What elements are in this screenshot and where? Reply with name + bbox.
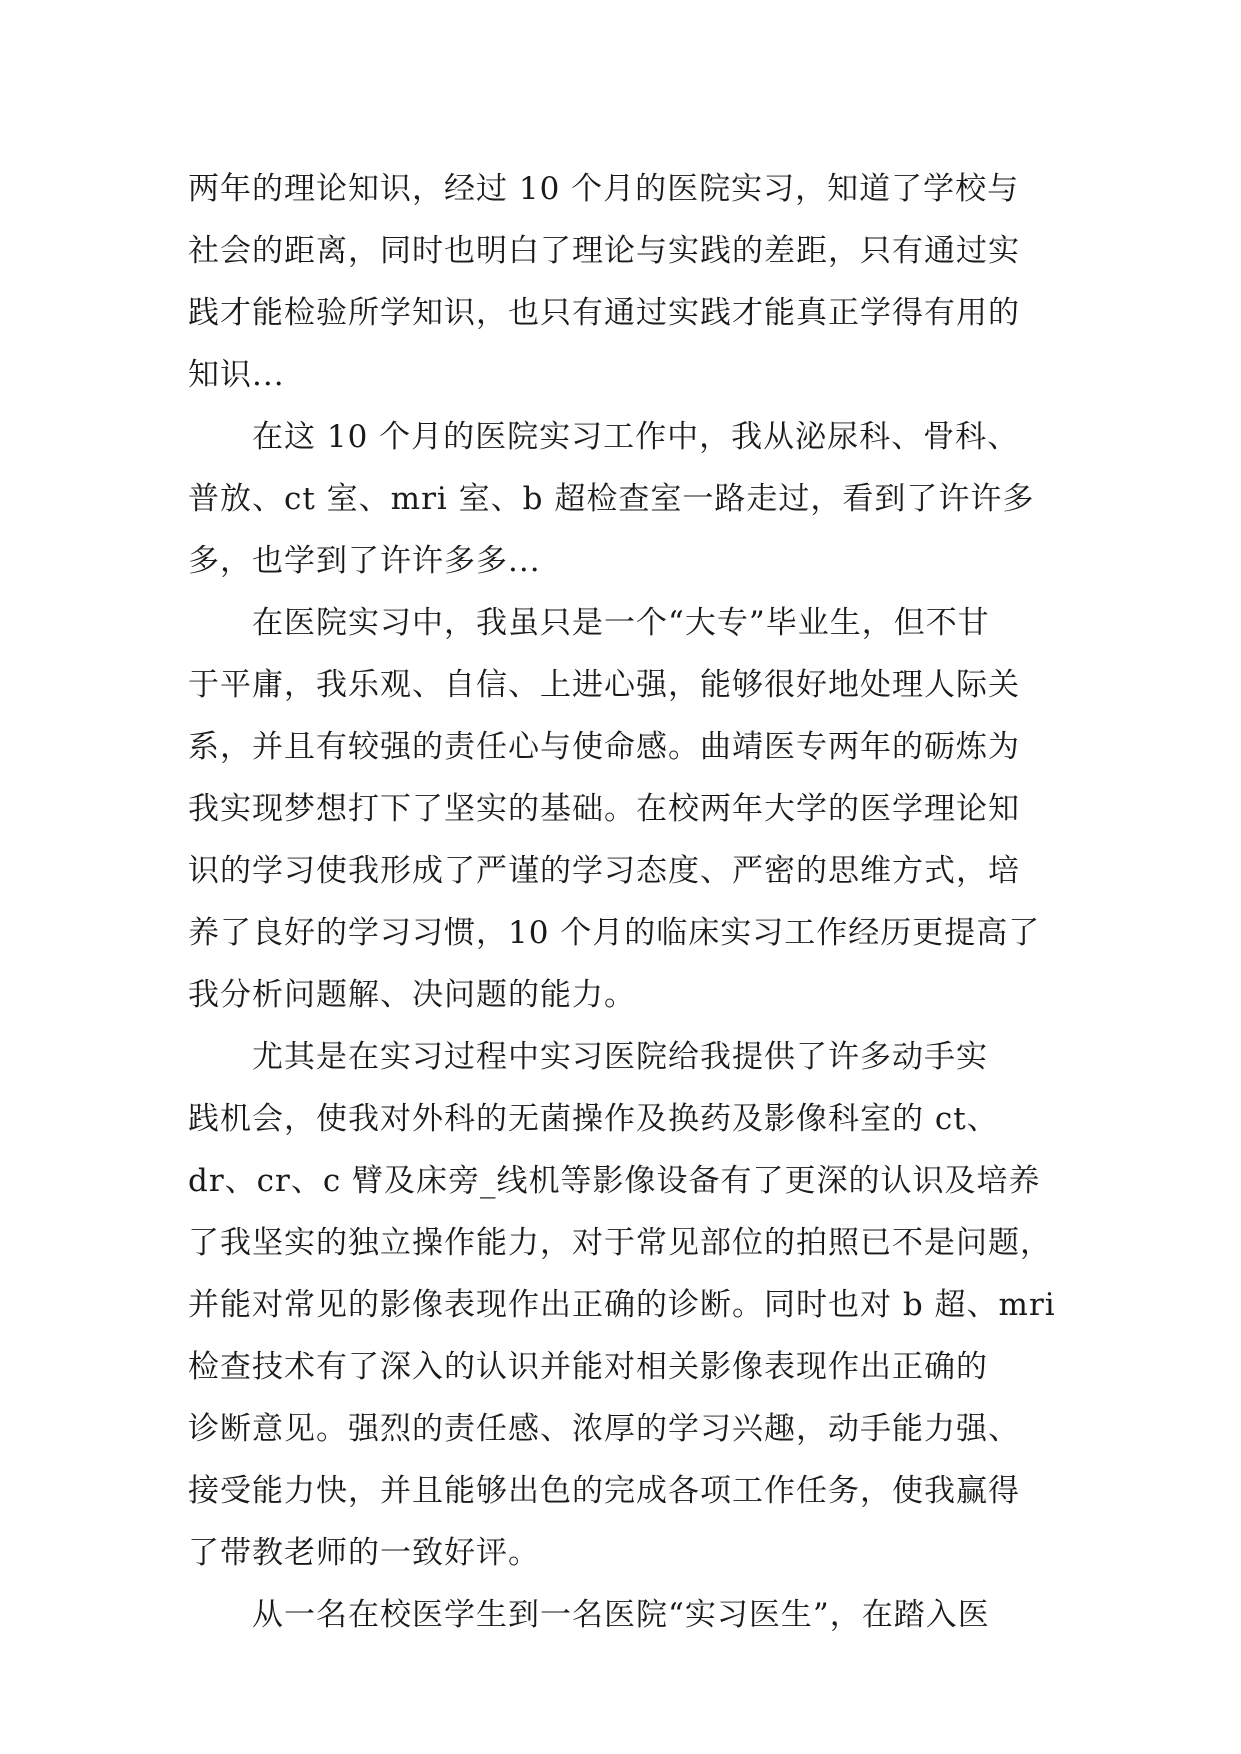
text-line: 我分析问题解、决问题的能力。 <box>188 977 636 1013</box>
text-line: 践机会，使我对外科的无菌操作及换药及影像科室的 ct、 <box>188 1101 999 1137</box>
text-line: 普放、ct 室、mri 室、b 超检查室一路走过，看到了许许多 <box>188 481 1035 517</box>
text-line: dr、cr、c 臂及床旁_线机等影像设备有了更深的认识及培养 <box>188 1163 1041 1199</box>
paragraph-first-line: 在医院实习中，我虽只是一个“大专”毕业生，但不甘 <box>252 605 990 641</box>
paragraph-first-line: 在这 10 个月的医院实习工作中，我从泌尿科、骨科、 <box>252 419 1020 455</box>
text-line: 识的学习使我形成了严谨的学习态度、严密的思维方式，培 <box>188 853 1020 889</box>
text-line: 多，也学到了许许多多... <box>188 543 541 579</box>
text-line: 知识... <box>188 357 285 393</box>
text-line: 践才能检验所学知识，也只有通过实践才能真正学得有用的 <box>188 295 1020 331</box>
text-line: 并能对常见的影像表现作出正确的诊断。同时也对 b 超、mri <box>188 1287 1056 1323</box>
document-body <box>188 158 1058 1646</box>
text-line: 于平庸，我乐观、自信、上进心强，能够很好地处理人际关 <box>188 667 1020 703</box>
text-line: 养了良好的学习习惯，10 个月的临床实习工作经历更提高了 <box>188 915 1041 951</box>
text-line: 诊断意见。强烈的责任感、浓厚的学习兴趣，动手能力强、 <box>188 1411 1020 1447</box>
text-line: 了我坚实的独立操作能力，对于常见部位的拍照已不是问题， <box>188 1225 1052 1261</box>
text-line: 系，并且有较强的责任心与使命感。曲靖医专两年的砺炼为 <box>188 729 1020 765</box>
paragraph-first-line: 从一名在校医学生到一名医院“实习医生”，在踏入医 <box>252 1597 990 1633</box>
text-line: 我实现梦想打下了坚实的基础。在校两年大学的医学理论知 <box>188 791 1020 827</box>
text-line: 两年的理论知识，经过 10 个月的医院实习，知道了学校与 <box>188 171 1020 207</box>
text-line: 接受能力快，并且能够出色的完成各项工作任务，使我赢得 <box>188 1473 1020 1509</box>
text-line: 了带教老师的一致好评。 <box>188 1535 540 1571</box>
text-line: 检查技术有了深入的认识并能对相关影像表现作出正确的 <box>188 1349 988 1385</box>
paragraph-first-line: 尤其是在实习过程中实习医院给我提供了许多动手实 <box>252 1039 988 1075</box>
text-line: 社会的距离，同时也明白了理论与实践的差距，只有通过实 <box>188 233 1020 269</box>
